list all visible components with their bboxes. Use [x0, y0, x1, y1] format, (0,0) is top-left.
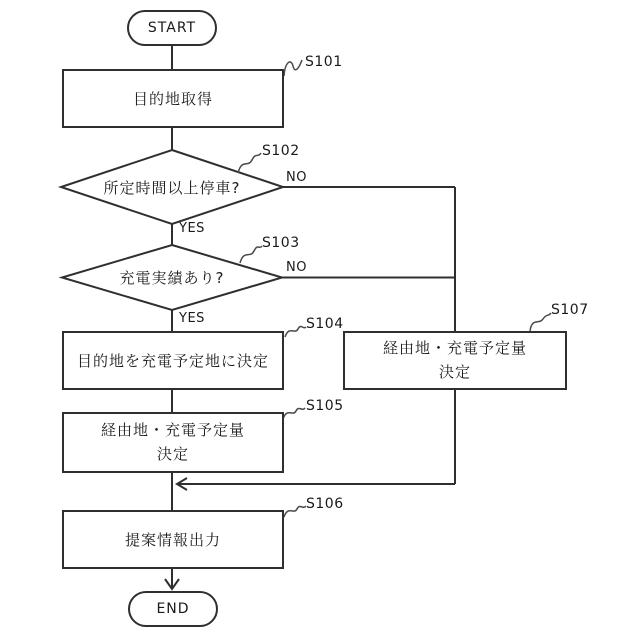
process-s105 [62, 412, 284, 473]
step-label-s104: S104 [306, 316, 344, 332]
decision-s103-text: 充電実績あり? [119, 268, 225, 287]
leader-squiggle-s104 [285, 326, 306, 337]
process-s101 [62, 69, 284, 128]
end-terminal [128, 591, 218, 627]
step-label-s101: S101 [305, 54, 343, 70]
leader-squiggle-s106 [284, 506, 306, 517]
decision-s102-text: 所定時間以上停車? [103, 178, 241, 197]
start-label: START [147, 20, 197, 36]
process-s104 [62, 331, 284, 390]
process-s106-text: 提案情報出力 [124, 531, 221, 549]
process-s101-text: 目的地取得 [132, 90, 213, 108]
process-s107 [343, 331, 567, 390]
process-s106 [62, 510, 284, 569]
step-label-s105: S105 [306, 398, 344, 414]
process-s105-text-line2: 決定 [156, 444, 189, 463]
step-label-s103: S103 [262, 235, 300, 251]
process-s105-text-line1: 経由地・充電予定量 [100, 421, 245, 440]
branch-label-no-s103: NO [286, 260, 307, 275]
leader-squiggle-s105 [283, 408, 305, 419]
branch-label-no-s102: NO [286, 170, 307, 185]
branch-label-yes-s102: YES [179, 221, 205, 236]
branch-label-yes-s103: YES [179, 311, 205, 326]
leader-squiggle-s103 [240, 246, 262, 263]
step-label-s106: S106 [306, 496, 344, 512]
leader-squiggle-s101 [284, 60, 302, 76]
end-label: END [156, 601, 190, 617]
leader-squiggle-s102 [238, 153, 261, 173]
process-s107-text-line1: 経由地・充電予定量 [382, 339, 527, 358]
start-terminal [127, 10, 217, 46]
process-s104-text: 目的地を充電予定地に決定 [76, 352, 269, 370]
process-s107-text-line2: 決定 [438, 362, 471, 381]
step-label-s107: S107 [551, 302, 589, 318]
leader-squiggle-s107 [530, 313, 551, 331]
step-label-s102: S102 [262, 143, 300, 159]
